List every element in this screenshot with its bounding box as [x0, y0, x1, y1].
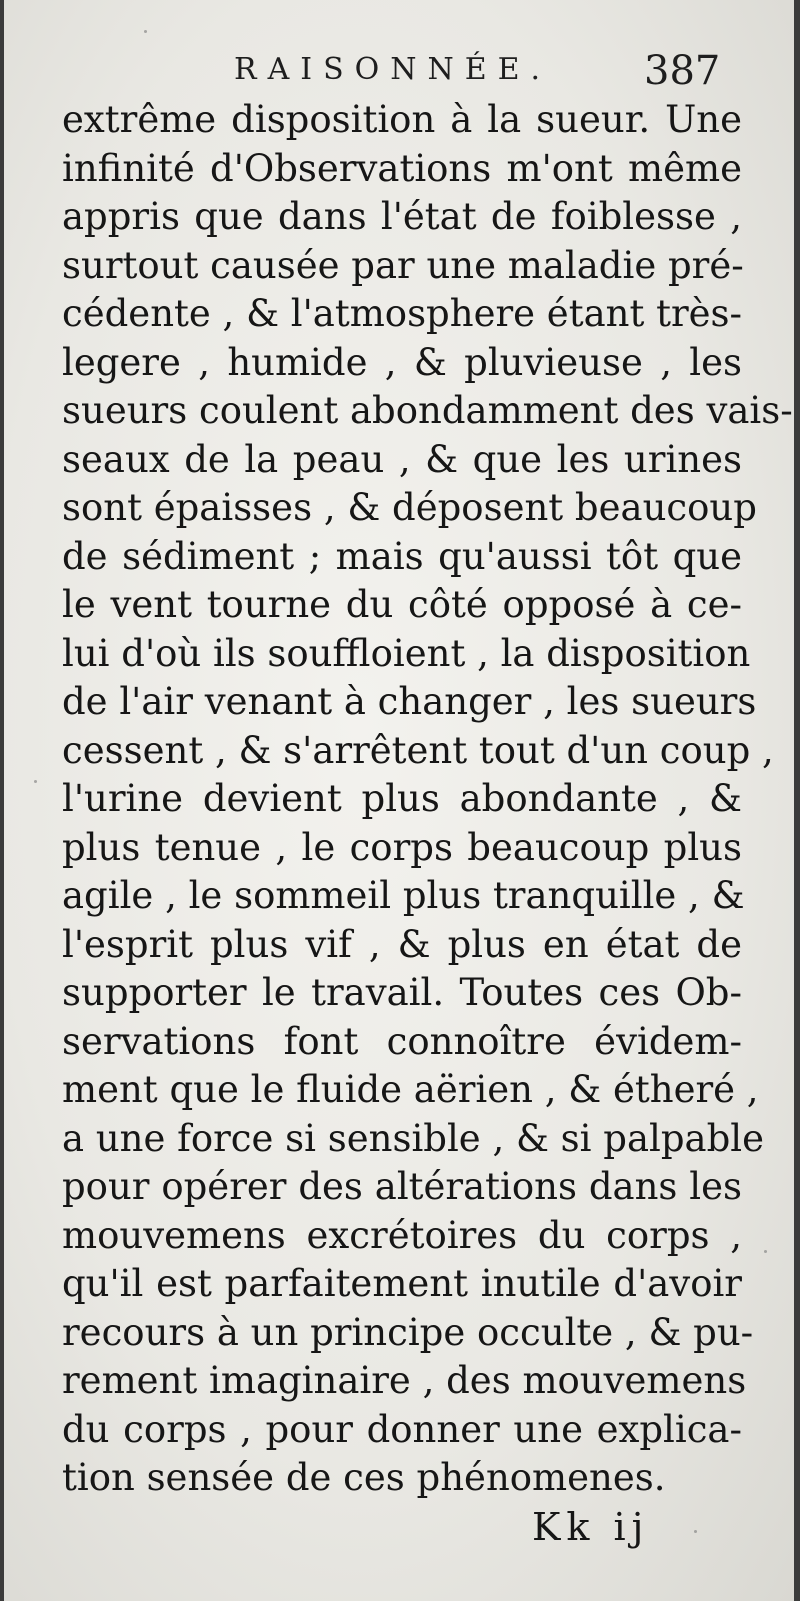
- text-line: du corps , pour donner une explica-: [62, 1407, 742, 1451]
- text-line: mouvemens excrétoires du corps ,: [62, 1213, 742, 1257]
- text-line: sueurs coulent abondamment des vais-: [62, 389, 793, 432]
- text-line: l'urine devient plus abondante , &: [62, 777, 742, 820]
- text-line: cessent , & s'arrêtent tout d'un coup ,: [62, 728, 774, 772]
- running-head: RAISONNÉE.: [234, 52, 552, 87]
- text-line: legere , humide , & pluvieuse , les: [62, 340, 742, 384]
- text-line: servations font connoître évidem-: [62, 1019, 742, 1063]
- text-line: qu'il est parfaitement inutile d'avoir: [62, 1262, 742, 1305]
- body-text: [62, 96, 793, 1503]
- paper-speck: [144, 30, 147, 33]
- text-line: plus tenue , le corps beaucoup plus: [62, 825, 742, 869]
- text-line: extrême disposition à la sueur. Une: [62, 98, 742, 141]
- text-line: agile , le sommeil plus tranquille , &: [62, 874, 745, 917]
- text-line: recours à un principe occulte , & pu-: [62, 1310, 754, 1354]
- text-line: a une force si sensible , & si palpable: [62, 1116, 765, 1160]
- text-line: cédente , & l'atmosphere étant très-: [62, 292, 743, 335]
- text-line: tion sensée de ces phénomenes.: [62, 1456, 666, 1499]
- text-line: le vent tourne du côté opposé à ce-: [62, 583, 742, 626]
- text-line: surtout causée par une maladie pré-: [62, 243, 744, 287]
- text-line: rement imaginaire , des mouvemens: [62, 1359, 747, 1402]
- text-line: pour opérer des altérations dans les: [62, 1165, 742, 1208]
- text-line: l'esprit plus vif , & plus en état de: [62, 922, 742, 966]
- text-line: de sédiment ; mais qu'aussi tôt que: [62, 534, 742, 578]
- paper-speck: [764, 1250, 767, 1253]
- text-line: infinité d'Observations m'ont même: [62, 146, 742, 190]
- signature-mark: Kk ij: [532, 1505, 650, 1549]
- page-header: [4, 48, 794, 98]
- text-line: sont épaisses , & déposent beaucoup: [62, 486, 757, 529]
- paper-speck: [34, 780, 37, 783]
- text-line: de l'air venant à changer , les sueurs: [62, 680, 757, 723]
- paper-speck: [694, 1530, 697, 1533]
- text-line: supporter le travail. Toutes ces Ob-: [62, 971, 742, 1014]
- book-page: [4, 0, 794, 1601]
- page-number: 387: [644, 48, 721, 94]
- text-line: lui d'où ils souffloient , la disposition: [62, 631, 751, 675]
- text-line: ment que le fluide aërien , & étheré ,: [62, 1068, 759, 1111]
- text-line: seaux de la peau , & que les urines: [62, 437, 742, 481]
- text-line: appris que dans l'état de foiblesse ,: [62, 195, 742, 238]
